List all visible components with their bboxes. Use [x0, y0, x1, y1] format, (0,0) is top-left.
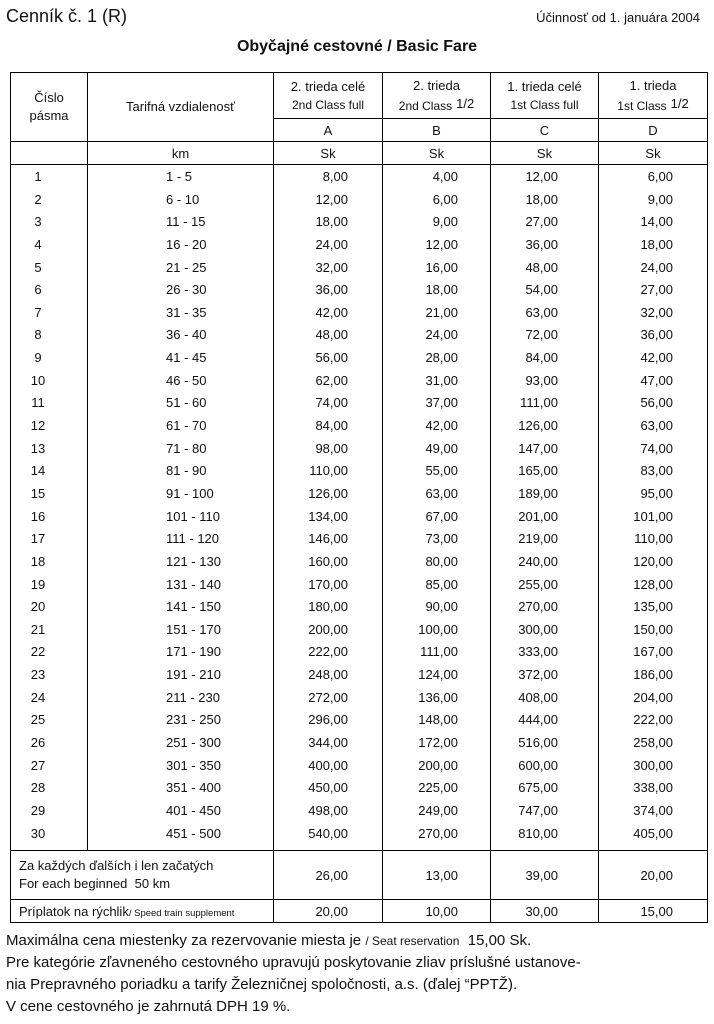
- distance-range: 401 - 450: [166, 802, 221, 818]
- fare-c: 219,00: [518, 531, 558, 547]
- zone-number: 11: [31, 395, 45, 411]
- col-a-title: 2. trieda celé: [290, 78, 366, 94]
- fare-a: 98,00: [315, 440, 348, 456]
- header-col-c: [491, 73, 599, 119]
- fare-a: 74,00: [315, 395, 348, 411]
- distance-range: 36 - 40: [166, 327, 207, 343]
- distance-range: 251 - 300: [166, 735, 221, 751]
- fare-b: 21,00: [425, 304, 458, 320]
- extra-a: 26,00: [274, 851, 383, 900]
- distance-range: 16 - 20: [166, 236, 207, 252]
- letter-b: B: [383, 119, 491, 142]
- fare-c: 270,00: [518, 599, 558, 615]
- fare-c: 84,00: [525, 350, 558, 366]
- fare-d: 258,00: [633, 735, 673, 751]
- fare-d: 110,00: [634, 531, 673, 547]
- fare-b: 49,00: [425, 440, 458, 456]
- zone-number: 12: [30, 418, 46, 434]
- fare-d: 204,00: [633, 689, 673, 705]
- fare-d: 95,00: [640, 485, 673, 501]
- fare-d: 338,00: [633, 780, 673, 796]
- fare-b: 100,00: [418, 621, 458, 637]
- title-en: / Basic Fare: [387, 38, 478, 55]
- zone-number: 6: [34, 282, 42, 298]
- fare-d: 300,00: [633, 757, 673, 773]
- fare-a: 498,00: [308, 802, 348, 818]
- unit-sk-d: Sk: [599, 142, 708, 165]
- extra-label-sk: Za každých ďalších i len začatých: [19, 858, 214, 873]
- header-col-b: [383, 73, 491, 119]
- zone-number: 16: [30, 508, 46, 524]
- fare-d: 374,00: [633, 802, 673, 818]
- fare-c: 372,00: [518, 667, 558, 683]
- fare-c: 600,00: [518, 757, 558, 773]
- distance-range: 101 - 110: [166, 508, 220, 524]
- fare-d: 83,00: [640, 463, 673, 479]
- fare-b: 28,00: [425, 350, 458, 366]
- fare-d: 6,00: [647, 169, 673, 184]
- fare-a: 110,00: [309, 463, 348, 479]
- fare-d: 9,00: [647, 191, 673, 207]
- distance-range: 21 - 25: [166, 259, 207, 275]
- zone-number: 3: [34, 214, 42, 230]
- reservation-text-en: / Seat reservation: [365, 934, 460, 948]
- distance-range: 231 - 250: [166, 712, 221, 728]
- fare-b: 4,00: [432, 169, 458, 184]
- extra-label: [11, 851, 274, 900]
- fare-b: 42,00: [425, 418, 458, 434]
- unit-km: km: [88, 142, 274, 165]
- fare-d: 32,00: [640, 304, 673, 320]
- col-c-title: 1. trieda celé: [507, 78, 582, 94]
- surcharge-row: [11, 900, 708, 923]
- fare-d: 150,00: [633, 621, 673, 637]
- fare-c: 12,00: [525, 169, 558, 184]
- fare-d: 222,00: [633, 712, 673, 728]
- fare-c: 747,00: [518, 802, 558, 818]
- distance-range: 26 - 30: [166, 282, 207, 298]
- fare-table: [10, 72, 708, 923]
- fare-b: 270,00: [418, 825, 458, 841]
- fare-a: 344,00: [308, 735, 348, 751]
- zone-number: 30: [30, 825, 46, 841]
- fare-b: 111,00: [420, 644, 458, 660]
- distance-range: 1 - 5: [166, 169, 193, 184]
- fare-a: 8,00: [322, 169, 348, 184]
- distance-range: 171 - 190: [166, 644, 221, 660]
- fare-d: 186,00: [633, 667, 673, 683]
- letter-d: D: [599, 119, 708, 142]
- fare-a: 134,00: [308, 508, 348, 524]
- distance-range: 141 - 150: [166, 599, 221, 615]
- fare-a: 18,00: [315, 214, 348, 230]
- fare-b: 6,00: [432, 191, 458, 207]
- fare-d: 56,00: [640, 395, 673, 411]
- fare-c: 93,00: [525, 372, 558, 388]
- zone-number: 19: [30, 576, 46, 592]
- distance-range: 91 - 100: [166, 485, 214, 501]
- zone-number: 22: [30, 644, 46, 660]
- zone-column: [11, 165, 88, 851]
- fare-c: 201,00: [518, 508, 558, 524]
- extra-distance-row: [11, 851, 708, 900]
- reservation-price: 15,00 Sk.: [467, 932, 532, 949]
- fare-a: 180,00: [308, 599, 348, 615]
- fare-a: 272,00: [308, 689, 348, 705]
- distance-range: 11 - 15: [166, 214, 206, 230]
- extra-d: 20,00: [599, 851, 708, 900]
- distance-range: 211 - 230: [166, 689, 220, 705]
- zone-number: 4: [34, 236, 42, 252]
- fare-b: 12,00: [425, 236, 458, 252]
- zone-number: 15: [30, 485, 46, 501]
- fare-a: 540,00: [308, 825, 348, 841]
- surcharge-b: 10,00: [383, 900, 491, 923]
- fare-a: 170,00: [308, 576, 348, 592]
- zone-number: 27: [30, 757, 46, 773]
- col-b-subtitle: 2nd Class: [398, 98, 453, 113]
- header-zone: Číslo pásma: [11, 73, 88, 142]
- zone-number: 21: [30, 621, 46, 637]
- unit-sk-b: Sk: [383, 142, 491, 165]
- fare-b: 37,00: [425, 395, 458, 411]
- effective-date: Účinnosť od 1. januára 2004: [536, 10, 700, 25]
- zone-number: 17: [30, 531, 46, 547]
- fare-c: 810,00: [518, 825, 558, 841]
- fare-b: 24,00: [425, 327, 458, 343]
- title-sk: Obyčajné cestovné: [236, 38, 383, 55]
- extra-label-en: For each beginned: [19, 876, 128, 891]
- distance-range: 301 - 350: [166, 757, 221, 773]
- fare-a: 160,00: [308, 553, 348, 569]
- fare-c: 165,00: [518, 463, 558, 479]
- fare-b: 18,00: [425, 282, 458, 298]
- fare-c: 63,00: [525, 304, 558, 320]
- zone-number: 23: [30, 667, 46, 683]
- fare-d: 14,00: [640, 214, 673, 230]
- distance-range: 191 - 210: [166, 667, 221, 683]
- surcharge-label-en: / Speed train supplement: [128, 907, 235, 919]
- distance-range: 41 - 45: [166, 350, 207, 366]
- fare-d: 120,00: [633, 553, 673, 569]
- fare-c: 48,00: [525, 259, 558, 275]
- fare-a: 248,00: [308, 667, 348, 683]
- fare-c: 36,00: [525, 236, 558, 252]
- fare-d: 27,00: [640, 282, 673, 298]
- footer-notes: [6, 930, 710, 1018]
- zone-number: 29: [30, 802, 46, 818]
- fare-b: 124,00: [418, 667, 458, 683]
- distance-range: 46 - 50: [166, 372, 207, 388]
- page-title: [0, 38, 714, 56]
- zone-number: 13: [30, 440, 46, 456]
- fare-a: 48,00: [315, 327, 348, 343]
- letter-c: C: [491, 119, 599, 142]
- fare-b: 200,00: [418, 757, 458, 773]
- fare-d-column: [599, 165, 708, 851]
- fare-b: 90,00: [425, 599, 458, 615]
- fare-a: 450,00: [308, 780, 348, 796]
- distance-range: 351 - 400: [166, 780, 221, 796]
- zone-number: 10: [30, 372, 46, 388]
- fare-c-column: [491, 165, 599, 851]
- fare-b: 80,00: [425, 553, 458, 569]
- zone-number: 1: [34, 169, 42, 184]
- fare-d: 63,00: [640, 418, 673, 434]
- fare-b: 31,00: [425, 372, 458, 388]
- fare-c: 333,00: [518, 644, 558, 660]
- fare-d: 18,00: [640, 236, 673, 252]
- fare-a: 56,00: [315, 350, 348, 366]
- fare-c: 444,00: [518, 712, 558, 728]
- fare-a: 32,00: [315, 259, 348, 275]
- fare-c: 300,00: [518, 621, 558, 637]
- zone-number: 26: [30, 735, 46, 751]
- fare-c: 408,00: [518, 689, 558, 705]
- unit-sk-a: Sk: [274, 142, 383, 165]
- fare-a-column: [274, 165, 383, 851]
- fare-d: 74,00: [640, 440, 673, 456]
- fare-c: 27,00: [525, 214, 558, 230]
- fare-c: 126,00: [518, 418, 558, 434]
- col-d-title: 1. trieda: [629, 77, 677, 93]
- header-distance: Tarifná vzdialenosť: [88, 73, 274, 142]
- distance-range: 6 - 10: [166, 191, 200, 207]
- surcharge-label-sk: Príplatok na rýchlik: [19, 903, 129, 919]
- distance-range: 451 - 500: [166, 825, 221, 841]
- fare-a: 296,00: [308, 712, 348, 728]
- fare-a: 222,00: [308, 644, 348, 660]
- fare-b: 73,00: [425, 531, 458, 547]
- fare-c: 147,00: [518, 440, 558, 456]
- distance-range: 121 - 130: [166, 553, 221, 569]
- col-b-half: 1/2: [456, 95, 475, 111]
- zone-number: 18: [30, 553, 46, 569]
- unit-empty: [11, 142, 88, 165]
- fare-a: 146,00: [308, 531, 348, 547]
- fare-a: 200,00: [308, 621, 348, 637]
- col-d-subtitle: 1st Class: [617, 98, 667, 113]
- fare-a: 84,00: [315, 418, 348, 434]
- distance-range: 61 - 70: [166, 418, 207, 434]
- fare-b: 55,00: [425, 463, 458, 479]
- zone-number: 8: [34, 327, 42, 343]
- col-a-subtitle: 2nd Class full: [291, 97, 365, 112]
- fare-b: 85,00: [425, 576, 458, 592]
- letter-a: A: [274, 119, 383, 142]
- distance-range: 31 - 35: [166, 304, 207, 320]
- fare-c: 18,00: [525, 191, 558, 207]
- zone-number: 24: [30, 689, 46, 705]
- distance-range: 151 - 170: [166, 621, 221, 637]
- fare-c: 111,00: [520, 395, 558, 411]
- fare-b: 172,00: [418, 735, 458, 751]
- fare-a: 126,00: [308, 485, 348, 501]
- extra-b: 13,00: [383, 851, 491, 900]
- vat-note: V cene cestovného je zahrnutá DPH 19 %.: [6, 998, 291, 1015]
- fare-d: 128,00: [633, 576, 673, 592]
- fare-d: 24,00: [640, 259, 673, 275]
- zone-number: 5: [34, 259, 42, 275]
- fare-d: 405,00: [633, 825, 673, 841]
- zone-number: 25: [30, 712, 46, 728]
- extra-c: 39,00: [491, 851, 599, 900]
- fare-b: 148,00: [418, 712, 458, 728]
- unit-sk-c: Sk: [491, 142, 599, 165]
- fare-b: 16,00: [425, 259, 458, 275]
- fare-b: 136,00: [418, 689, 458, 705]
- discount-note-1: Pre kategórie zľavneného cestovného upravujú poskytovanie zliav príslušné ustanove-: [6, 954, 581, 971]
- surcharge-d: 15,00: [599, 900, 708, 923]
- fare-d: 36,00: [640, 327, 673, 343]
- fare-a: 12,00: [315, 191, 348, 207]
- fare-b: 249,00: [418, 802, 458, 818]
- reservation-text: Maximálna cena miestenky za rezervovanie miesta je: [6, 932, 362, 949]
- fare-d: 101,00: [633, 508, 673, 524]
- zone-number: 28: [30, 780, 46, 796]
- fare-c: 72,00: [525, 327, 558, 343]
- col-b-title: 2. trieda: [413, 77, 460, 93]
- fare-d: 135,00: [633, 599, 673, 615]
- surcharge-label: [11, 900, 274, 923]
- zone-number: 9: [34, 350, 42, 366]
- fare-b: 67,00: [425, 508, 458, 524]
- fare-a: 36,00: [315, 282, 348, 298]
- zone-number: 20: [30, 599, 46, 615]
- header-col-a: [274, 73, 383, 119]
- distance-range: 131 - 140: [166, 576, 221, 592]
- fare-b-column: [383, 165, 491, 851]
- col-c-subtitle: 1st Class full: [510, 97, 579, 112]
- fare-c: 516,00: [518, 735, 558, 751]
- fare-c: 675,00: [518, 780, 558, 796]
- fare-a: 42,00: [315, 304, 348, 320]
- distance-range: 111 - 120: [166, 531, 220, 547]
- distance-column: [88, 165, 274, 851]
- fare-a: 62,00: [315, 372, 348, 388]
- fare-b: 225,00: [418, 780, 458, 796]
- fare-c: 240,00: [518, 553, 558, 569]
- discount-note-2: nia Prepravného poriadku a tarify Železničnej spoločnosti, a.s. (ďalej “PPTŽ).: [6, 976, 518, 993]
- reservation-note: [6, 930, 710, 952]
- fare-c: 54,00: [525, 282, 558, 298]
- col-d-half: 1/2: [670, 95, 689, 111]
- fare-d: 42,00: [640, 350, 673, 366]
- header-col-d: [599, 73, 708, 119]
- extra-km: 50 km: [134, 876, 171, 891]
- fare-d: 47,00: [640, 372, 673, 388]
- fare-b: 9,00: [432, 214, 458, 230]
- fare-b: 63,00: [425, 485, 458, 501]
- surcharge-c: 30,00: [491, 900, 599, 923]
- distance-range: 81 - 90: [166, 463, 207, 479]
- fare-d: 167,00: [633, 644, 673, 660]
- fare-a: 24,00: [315, 236, 348, 252]
- fare-a: 400,00: [308, 757, 348, 773]
- distance-range: 51 - 60: [166, 395, 207, 411]
- zone-number: 7: [34, 304, 42, 320]
- distance-range: 71 - 80: [166, 440, 207, 456]
- zone-number: 14: [30, 463, 46, 479]
- zone-number: 2: [34, 191, 42, 207]
- fare-c: 255,00: [518, 576, 558, 592]
- pricelist-number: Cenník č. 1 (R): [6, 6, 128, 26]
- fare-c: 189,00: [518, 485, 558, 501]
- surcharge-a: 20,00: [274, 900, 383, 923]
